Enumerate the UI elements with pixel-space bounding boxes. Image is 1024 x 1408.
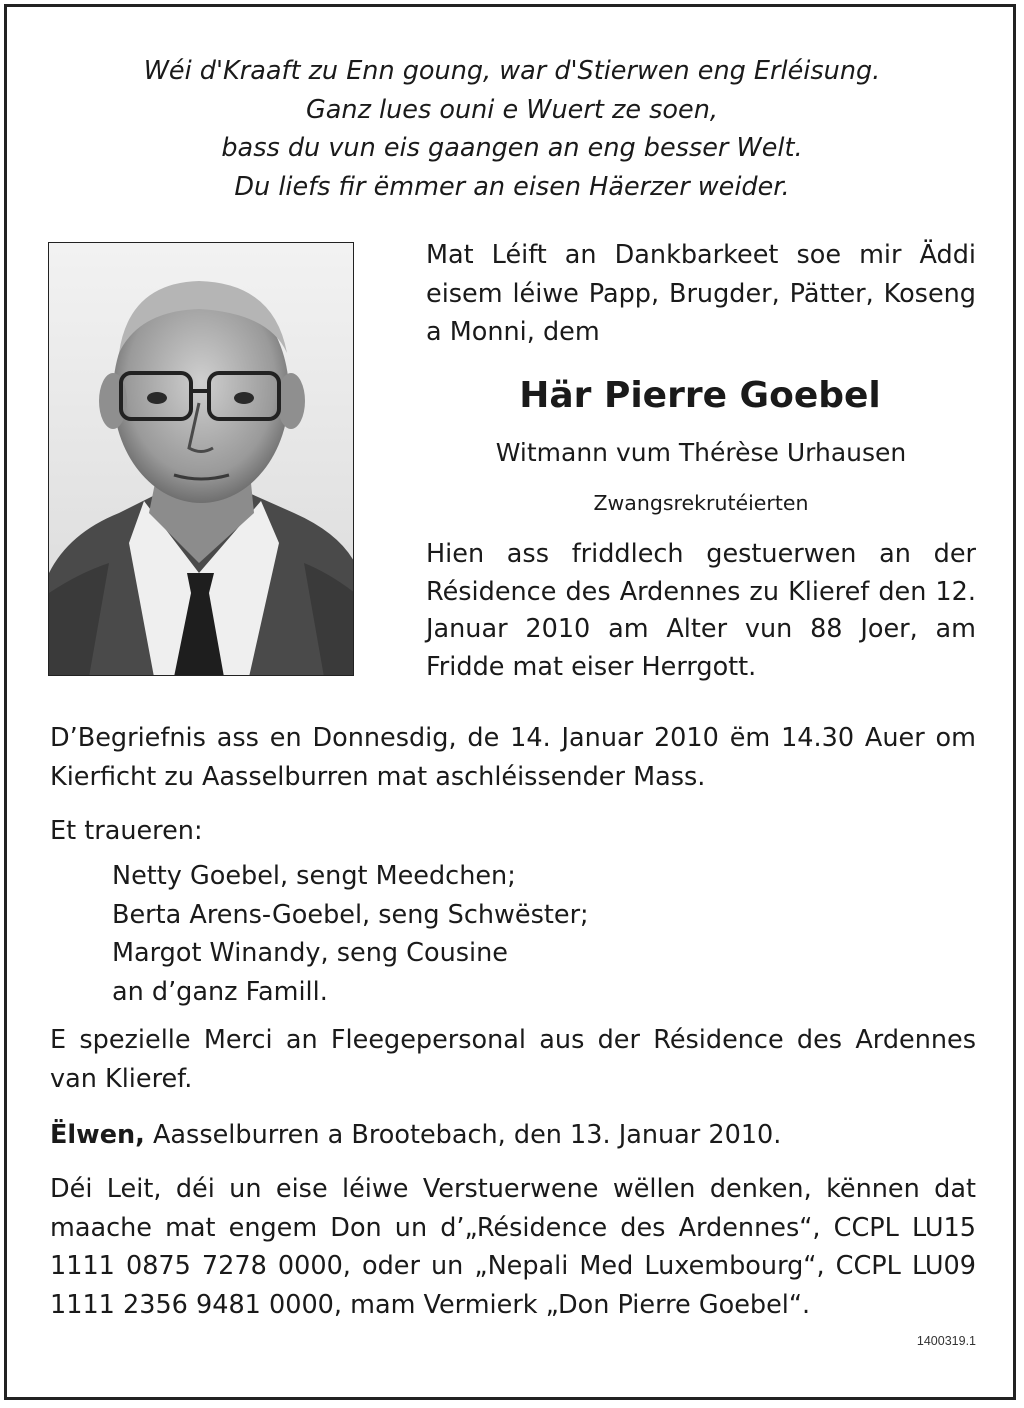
memorial-poem (0, 52, 1024, 206)
list-item: Berta Arens-Goebel, seng Schwëster; (112, 899, 589, 930)
poem-line: Wéi d'Kraaft zu Enn goung, war d'Stierwen eng Erléisung. (143, 56, 881, 86)
list-item: an d’ganz Famill. (112, 976, 328, 1007)
poem-line: bass du vun eis gaangen an eng besser Welt. (221, 133, 803, 163)
mourners-list (112, 857, 712, 1011)
intro-text: Mat Léift an Dankbarkeet soe mir Äddi eisem léiwe Papp, Brugder, Pätter, Koseng a Monni, dem (426, 240, 976, 347)
reference-number: 1400319.1 (916, 1334, 976, 1348)
thanks-text: E spezielle Merci an Fleegepersonal aus der Résidence des Ardennes van Klieref. (50, 1025, 976, 1094)
mourning-label: Et traueren: (50, 816, 203, 846)
status-line: Zwangsrekrutéierten (593, 491, 809, 515)
poem-line: Ganz lues ouni e Wuert ze soen, (306, 94, 718, 125)
donation-text: Déi Leit, déi un eise léiwe Verstuerwene wëllen denken, kënnen dat maache mat engem Don un d’„Résidence des Ardennes“, CCPL LU15 1111 0875 7278 0000, oder un „Nepali Med Luxembourg“, CCPL LU09 1111 2356 9481 0000, mam Vermierk „Don Pierre Goebel“. (50, 1174, 976, 1320)
list-item: Netty Goebel, sengt Meedchen; (112, 861, 516, 891)
place-date: Aasselburren a Brootebach, den 13. Januar 2010. (144, 1120, 782, 1150)
funeral-details: D’Begriefnis ass en Donnesdig, de 14. Januar 2010 ëm 14.30 Auer om Kierficht zu Aasselburren mat aschléissender Mass. (50, 723, 976, 792)
poem-line: Du liefs fir ëmmer an eisen Häerzer weider. (234, 171, 790, 202)
list-item: Margot Winandy, seng Cousine (112, 938, 508, 968)
place-date-line (50, 1116, 976, 1155)
portrait-photo (48, 242, 354, 676)
widower-line: Witmann vum Thérèse Urhausen (495, 438, 907, 467)
place-label: Ëlwen, (50, 1120, 145, 1150)
death-announcement: Hien ass friddlech gestuerwen an der Résidence des Ardennes zu Klieref den 12. Januar 2010 am Alter vun 88 Joer, am Fridde mat eiser Herrgott. (426, 539, 976, 682)
deceased-name: Här Pierre Goebel (519, 375, 881, 416)
